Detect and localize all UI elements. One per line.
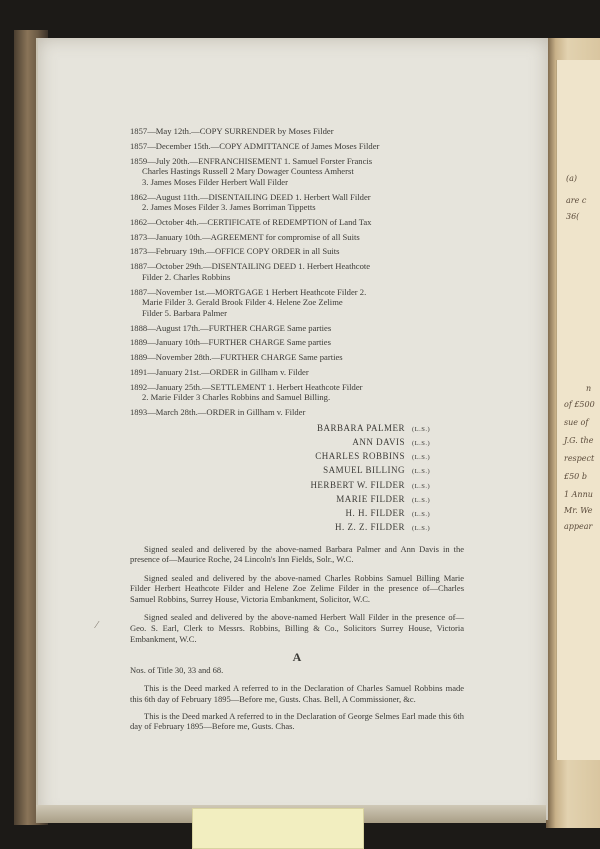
title-entry xyxy=(130,141,464,152)
title-entry xyxy=(130,126,464,137)
entry-line: 1889—January 10th—FURTHER CHARGE Same parties xyxy=(130,337,331,348)
margin-note-4: n xyxy=(586,384,592,393)
entry-line: 1862—October 4th.—CERTIFICATE of REDEMPTION of Land Tax xyxy=(130,216,372,227)
signatory-row xyxy=(130,479,440,493)
attestation-1: Signed sealed and delivered by the above-named Barbara Palmer and Ann Davis in the presence of—Maurice Roche, 24 Lincoln's Inn Fields, Solr., W.C. xyxy=(130,543,464,565)
entry-line: 1887—October 29th.—DISENTAILING DEED 1. Herbert Heathcote xyxy=(130,261,371,272)
entry-line: 2. Marie Filder 3 Charles Robbins and Samuel Billing. xyxy=(142,392,331,403)
signatory-name: SAMUEL BILLING xyxy=(323,465,405,476)
seal-mark: (L.S.) xyxy=(412,482,431,490)
sticky-note xyxy=(192,808,364,849)
margin-note-9: £50 b xyxy=(564,472,587,481)
seal-mark: (L.S.) xyxy=(412,525,431,533)
pencil-tick-mark: ⁄ xyxy=(96,620,98,631)
entry-line: 1873—February 19th.—OFFICE COPY ORDER in all Suits xyxy=(130,246,340,257)
title-entry xyxy=(130,217,464,228)
facing-page-sheet xyxy=(556,60,600,760)
signatory-row xyxy=(130,507,440,521)
margin-note-7: J.G. the xyxy=(564,436,594,445)
title-entry xyxy=(130,382,464,403)
margin-note-2: are c xyxy=(566,196,587,205)
entry-line: Charles Hastings Russell 2 Mary Dowager Countess Amherst xyxy=(142,166,354,177)
entry-line: 1891—January 21st.—ORDER in Gillham v. Filder xyxy=(130,366,309,377)
entry-line: Marie Filder 3. Gerald Brook Filder 4. Helene Zoe Zelime xyxy=(142,297,343,308)
title-entry xyxy=(130,192,464,213)
entry-line: 1859—July 20th.—ENFRANCHISEMENT 1. Samuel Forster Francis xyxy=(130,155,373,166)
entry-line: 1888—August 17th.—FURTHER CHARGE Same parties xyxy=(130,322,332,333)
signatory-name: ANN DAVIS xyxy=(352,437,405,448)
title-entry xyxy=(130,367,464,378)
margin-note-12: appear xyxy=(564,522,593,531)
entry-line: 1857—December 15th.—COPY ADMITTANCE of James Moses Filder xyxy=(130,140,380,151)
margin-note-11: Mr. We xyxy=(564,506,593,515)
signatories-list xyxy=(130,422,464,536)
signatory-row xyxy=(130,436,440,450)
entry-line: 1857—May 12th.—COPY SURRENDER by Moses Filder xyxy=(130,126,334,136)
seal-mark: (L.S.) xyxy=(412,511,431,519)
attestation-3: Signed sealed and delivered by the above-named Herbert Wall Filder in the presence of—Geo. S. Earl, Clerk to Messrs. Robbins, Billing & Co., Solicitors Surrey House, Victoria Embankment, W.C. xyxy=(130,612,464,644)
title-entry xyxy=(130,246,464,257)
title-entry xyxy=(130,156,464,188)
signatory-row xyxy=(130,422,440,436)
seal-mark: (L.S.) xyxy=(412,454,431,462)
signatory-row xyxy=(130,521,440,535)
signatory-name: H. H. FILDER xyxy=(345,508,405,519)
margin-note-8: respect xyxy=(564,454,595,463)
title-entry xyxy=(130,287,464,319)
entry-line: 1889—November 28th.—FURTHER CHARGE Same parties xyxy=(130,352,343,363)
title-entry xyxy=(130,407,464,418)
entry-line: Filder 2. Charles Robbins xyxy=(142,271,231,282)
title-entry xyxy=(130,232,464,243)
entry-line: 1887—November 1st.—MORTGAGE 1 Herbert Heathcote Filder 2. xyxy=(130,286,367,297)
seal-mark: (L.S.) xyxy=(412,468,431,476)
title-entry xyxy=(130,323,464,334)
signatory-row xyxy=(130,493,440,507)
title-entry xyxy=(130,261,464,282)
nos-of-title: Nos. of Title 30, 33 and 68. xyxy=(130,664,224,675)
margin-note-1: (a) xyxy=(566,174,578,183)
signatory-row xyxy=(130,450,440,464)
seal-mark: (L.S.) xyxy=(412,496,431,504)
signatory-name: HERBERT W. FILDER xyxy=(310,479,405,490)
exhibit-letter: A xyxy=(292,650,302,665)
margin-note-6: sue of xyxy=(564,418,589,427)
entry-line: 1862—August 11th.—DISENTAILING DEED 1. Herbert Wall Filder xyxy=(130,191,371,202)
entry-line: 3. James Moses Filder Herbert Wall Filder xyxy=(142,176,288,187)
margin-note-5: of £500 xyxy=(564,400,595,409)
declaration-2: This is the Deed marked A referred to in the Declaration of George Selmes Earl made this 6th day of February 1895—Before me, Gusts. Chas. xyxy=(130,710,464,732)
entry-line: 2. James Moses Filder 3. James Borriman Tippetts xyxy=(142,202,316,213)
signatory-name: MARIE FILDER xyxy=(336,493,405,504)
seal-mark: (L.S.) xyxy=(412,440,431,448)
signatory-name: CHARLES ROBBINS xyxy=(315,451,405,462)
entry-line: 1873—January 10th.—AGREEMENT for compromise of all Suits xyxy=(130,231,360,242)
title-entry xyxy=(130,352,464,363)
entry-line: 1893—March 28th.—ORDER in Gillham v. Filder xyxy=(130,407,306,418)
title-entry xyxy=(130,337,464,348)
margin-note-3: 36( xyxy=(566,212,580,221)
entry-line: Filder 5. Barbara Palmer xyxy=(142,307,227,318)
seal-mark: (L.S.) xyxy=(412,425,431,433)
margin-note-10: 1 Annu xyxy=(564,490,593,499)
signatory-row xyxy=(130,464,440,478)
deed-schedule xyxy=(130,126,464,732)
title-entries-list xyxy=(130,126,464,418)
signatory-name: BARBARA PALMER xyxy=(317,422,405,433)
attestation-2: Signed sealed and delivered by the above-named Charles Robbins Samuel Billing Marie Filder Herbert Heathcote Filder and Helene Zoe Zelime Filder in the presence of—Charles Samuel Robbins, Surrey House, Victoria Embankment, Solicitor, W.C. xyxy=(130,572,464,604)
declaration-1: This is the Deed marked A referred to in the Declaration of Charles Samuel Robbins made this 6th day of February 1895—Before me, Gusts. Chas. Bell, A Commissioner, &c. xyxy=(130,683,464,705)
entry-line: 1892—January 25th.—SETTLEMENT 1. Herbert Heathcote Filder xyxy=(130,381,363,392)
signatory-name: H. Z. Z. FILDER xyxy=(335,522,405,533)
